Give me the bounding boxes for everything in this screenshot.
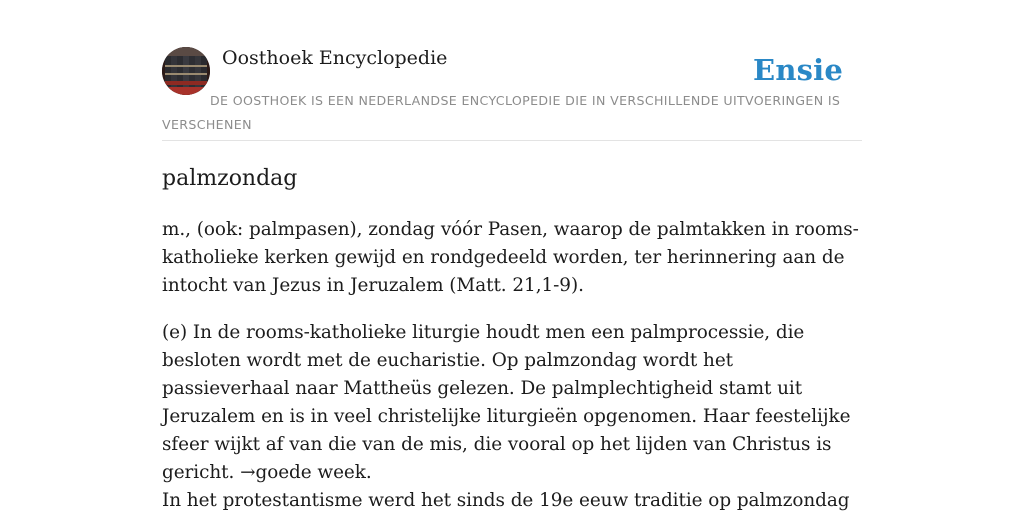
site-header: [162, 46, 862, 141]
liturgy-paragraph-text: (e) In de rooms-katholieke liturgie houdt men een palmprocessie, die besloten wordt met de eucharistie. Op palmzondag wordt het passieverhaal naar Mattheüs gelezen. De palmplechtigheid stamt uit Jeruzalem en is in veel christelijke liturgieën opgenomen. Haar feestelijke sfeer wijkt af van die van de mis, die vooral op het lijden van Christus is gericht.: [162, 322, 851, 483]
site-logo[interactable]: [162, 47, 210, 95]
paragraph-end: .: [365, 462, 372, 483]
definition-paragraph: m., (ook: palmpasen), zondag vóór Pasen, waarop de palmtakken in rooms-katholieke kerken gewijd en rondgedeeld worden, ter herinnering aan de intocht van Jezus in Jeruzalem (Matt. 21,1-9).: [162, 219, 859, 296]
brand-logo-link[interactable]: Ensie: [753, 53, 843, 87]
site-title-link[interactable]: Oosthoek Encyclopedie: [222, 47, 448, 69]
protestantism-paragraph: In het protestantisme werd het sinds de 19e eeuw traditie op palmzondag: [162, 490, 850, 511]
entry-title: palmzondag: [162, 166, 298, 191]
liturgy-paragraph: [162, 319, 862, 487]
article: [162, 160, 862, 511]
encyclopedia-books-icon: [162, 47, 210, 95]
site-tagline: DE OOSTHOEK IS EEN NEDERLANDSE ENCYCLOPEDIE DIE IN VERSCHILLENDE UITVOERINGEN IS VERSCHENEN: [162, 93, 841, 132]
crossref-link-goede-week[interactable]: →goede week: [240, 462, 366, 483]
